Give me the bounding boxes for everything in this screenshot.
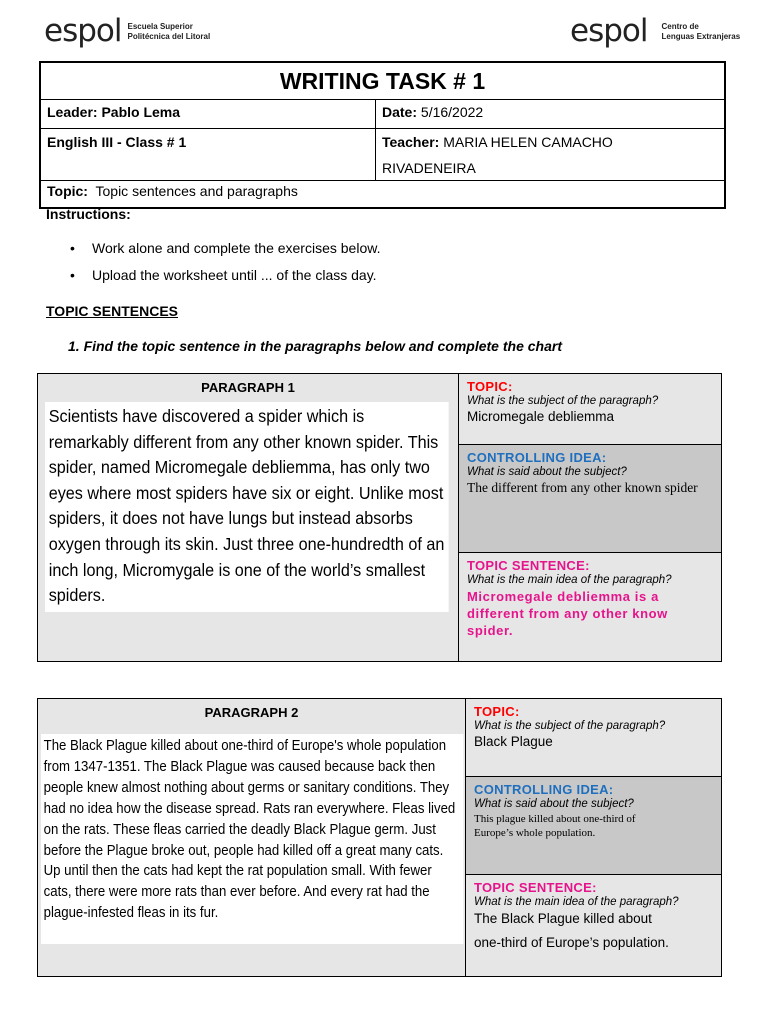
p2-topic-sentence-cell — [466, 874, 721, 976]
espol-logo-mark: espol — [44, 13, 122, 49]
p1-topic-answer: Micromegale debliemma — [467, 409, 615, 424]
p2-topic-answer: Black Plague — [474, 734, 553, 749]
teacher-name-line-1: MARIA HELEN CAMACHO — [443, 134, 613, 150]
p2-topic-label: TOPIC: — [474, 704, 520, 719]
p2-topic-cell — [466, 699, 721, 776]
topic-value: Topic sentences and paragraphs — [95, 183, 298, 199]
p2-topic-sentence-label: TOPIC SENTENCE: — [474, 880, 597, 895]
teacher-name-line-2: RIVADENEIRA — [382, 160, 476, 176]
espol-logo-subtitle: Escuela Superior Politécnica del Litoral — [127, 21, 211, 41]
paragraph-2-chart — [466, 699, 721, 976]
list-item: • Upload the worksheet until ... of the class day. — [70, 265, 380, 292]
p1-topic-sentence-question: What is the main idea of the paragraph? — [467, 574, 672, 586]
p2-topic-sentence-question: What is the main idea of the paragraph? — [474, 896, 679, 908]
task-info-table — [39, 61, 726, 209]
p1-topic-sentence-answer: Micromegale debliemma is a different from any other know spider. — [467, 589, 668, 638]
p1-topic-cell — [459, 374, 721, 444]
topic-cell: Topic: Topic sentences and paragraphs — [47, 183, 298, 199]
instructions-heading: Instructions: — [46, 206, 131, 222]
list-item: • Work alone and complete the exercises below. — [70, 238, 380, 265]
paragraph-2-text: The Black Plague killed about one-third of Europe's whole population from 1347-1351. The Black Plague was caused because back then people knew almost nothing about germs or sanitary conditions. They had no idea how the disease spread. Rats ran everywhere. Fleas lived on the rats. These fleas carried the deadly Black Plague germ. Just before the Plague broke out, people had killed off a great many cats. Up until then the cats had kept the rat population small. With fewer cats, there were more rats than ever before. And every rat had the plague-infested fleas in its fur. — [41, 734, 463, 944]
p1-controlling-label: CONTROLLING IDEA: — [467, 450, 607, 465]
page-title: WRITING TASK # 1 — [279, 68, 486, 94]
date-cell: Date: 5/16/2022 — [382, 104, 484, 120]
p1-controlling-question: What is said about the subject? — [467, 466, 627, 478]
espol-logo — [44, 13, 211, 49]
p1-topic-label: TOPIC: — [467, 379, 513, 394]
paragraph-1-text: Scientists have discovered a spider which is remarkably different from any other known spider. This spider, named Micromegale debliemma, has only two eyes where most spiders have six or eight. Unlike most spiders, it does not have lungs but instead absorbs oxygen through its skin. Just three one-hundredth of an inch long, Micromygale is one of the world’s smallest spiders. — [45, 402, 449, 612]
p2-controlling-label: CONTROLLING IDEA: — [474, 782, 614, 797]
paragraph-1-block — [37, 373, 722, 662]
cele-logo-subtitle: Centro de Lenguas Extranjeras — [661, 21, 741, 41]
p1-topic-sentence-label: TOPIC SENTENCE: — [467, 558, 590, 573]
p1-topic-sentence-cell — [459, 552, 721, 661]
p2-topic-question: What is the subject of the paragraph? — [474, 720, 666, 732]
p2-topic-sentence-answer-line-1: The Black Plague killed about — [474, 911, 652, 926]
paragraph-1-chart — [459, 374, 721, 661]
p1-topic-question: What is the subject of the paragraph? — [467, 395, 659, 407]
p2-controlling-question: What is said about the subject? — [474, 798, 634, 810]
bullet-icon: • — [70, 267, 75, 283]
class-cell: English III - Class # 1 — [41, 129, 376, 180]
p2-controlling-cell — [466, 776, 721, 874]
paragraph-2-block — [37, 698, 722, 977]
date-value: 5/16/2022 — [420, 104, 484, 120]
paragraph-1-left — [38, 374, 459, 661]
paragraph-2-left — [38, 699, 466, 976]
cele-logo-mark: espol — [570, 13, 648, 49]
bullet-icon: • — [70, 240, 75, 256]
exercise-question: 1. Find the topic sentence in the paragraphs below and complete the chart — [68, 338, 562, 354]
section-title: TOPIC SENTENCES — [46, 303, 178, 319]
p2-topic-sentence-answer-line-2: one-third of Europe’s population. — [474, 935, 669, 950]
leader-cell: Leader: Pablo Lema — [41, 100, 376, 128]
paragraph-2-title: PARAGRAPH 2 — [204, 705, 299, 720]
p1-controlling-answer: The different from any other known spider — [467, 480, 698, 495]
p2-controlling-answer: This plague killed about one-third of Europe’s whole population. — [474, 813, 636, 839]
teacher-cell: Teacher: MARIA HELEN CAMACHO RIVADENEIRA — [382, 134, 613, 176]
instructions-list — [70, 238, 380, 292]
cele-logo — [570, 13, 741, 49]
p1-controlling-cell — [459, 444, 721, 552]
paragraph-1-title: PARAGRAPH 1 — [201, 380, 295, 395]
